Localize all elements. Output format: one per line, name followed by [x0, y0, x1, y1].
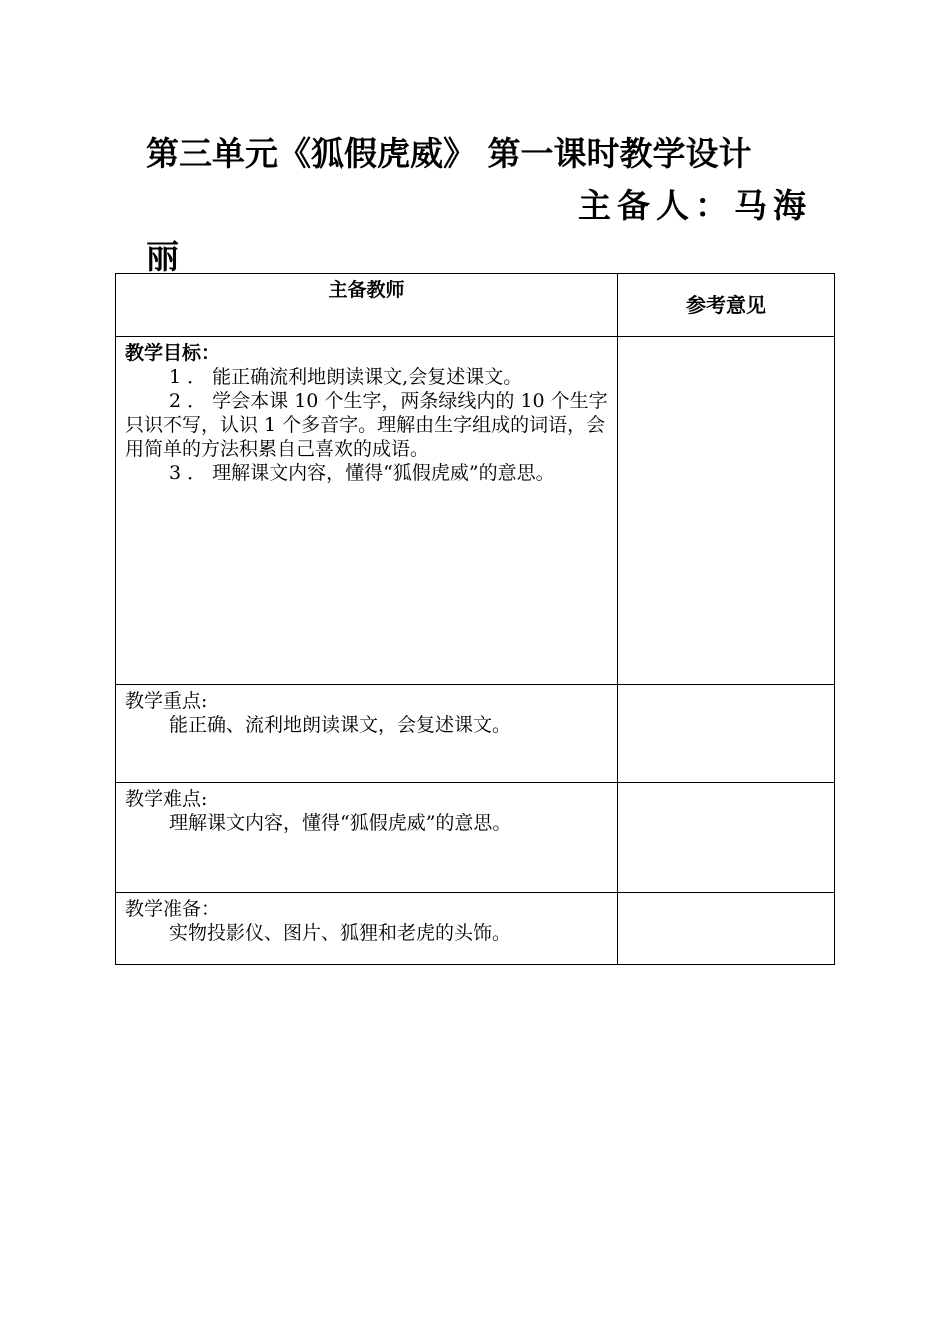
header-reference-opinion: 参考意见: [618, 274, 835, 337]
lesson-plan-table: [115, 273, 835, 965]
difficulties-cell: [116, 783, 618, 893]
key-points-cell: [116, 685, 618, 783]
author-line: 主备人：马海: [578, 186, 812, 225]
header-main-teacher-label: 主备教师: [328, 279, 405, 301]
opinion-cell: [618, 685, 835, 783]
table-row-preparation: [116, 893, 835, 965]
key-points-label: 教学重点:: [125, 690, 208, 712]
author-line-continued: 丽: [146, 237, 179, 276]
table-row-difficulties: [116, 783, 835, 893]
objective-item: 2 ． 学会本课 10 个生字，两条绿线内的 10 个生字只识不写，认识 1 个多音字。理解由生字组成的词语，会用简单的方法积累自己喜欢的成语。: [125, 390, 608, 460]
objectives-label: 教学目标：: [125, 342, 221, 364]
opinion-cell: [618, 783, 835, 893]
opinion-cell: [618, 337, 835, 685]
preparation-cell: [116, 893, 618, 965]
objectives-cell: [116, 337, 618, 685]
document-title: 第三单元《狐假虎威》 第一课时教学设计: [146, 134, 752, 173]
difficulty-item: 理解课文内容，懂得“狐假虎威”的意思。: [169, 812, 512, 834]
table-row-key-points: [116, 685, 835, 783]
objective-item: 3 ． 理解课文内容，懂得“狐假虎威”的意思。: [169, 462, 555, 484]
header-main-teacher: [116, 274, 618, 337]
preparation-item: 实物投影仪、图片、狐狸和老虎的头饰。: [169, 922, 512, 944]
difficulties-label: 教学难点:: [125, 788, 208, 810]
objective-item: 1 ． 能正确流利地朗读课文,会复述课文。: [169, 366, 523, 388]
table-row-objectives: [116, 337, 835, 685]
preparation-label: 教学准备：: [125, 898, 221, 920]
table-header-row: [116, 274, 835, 337]
opinion-cell: [618, 893, 835, 965]
key-point-item: 能正确、流利地朗读课文，会复述课文。: [169, 714, 512, 736]
